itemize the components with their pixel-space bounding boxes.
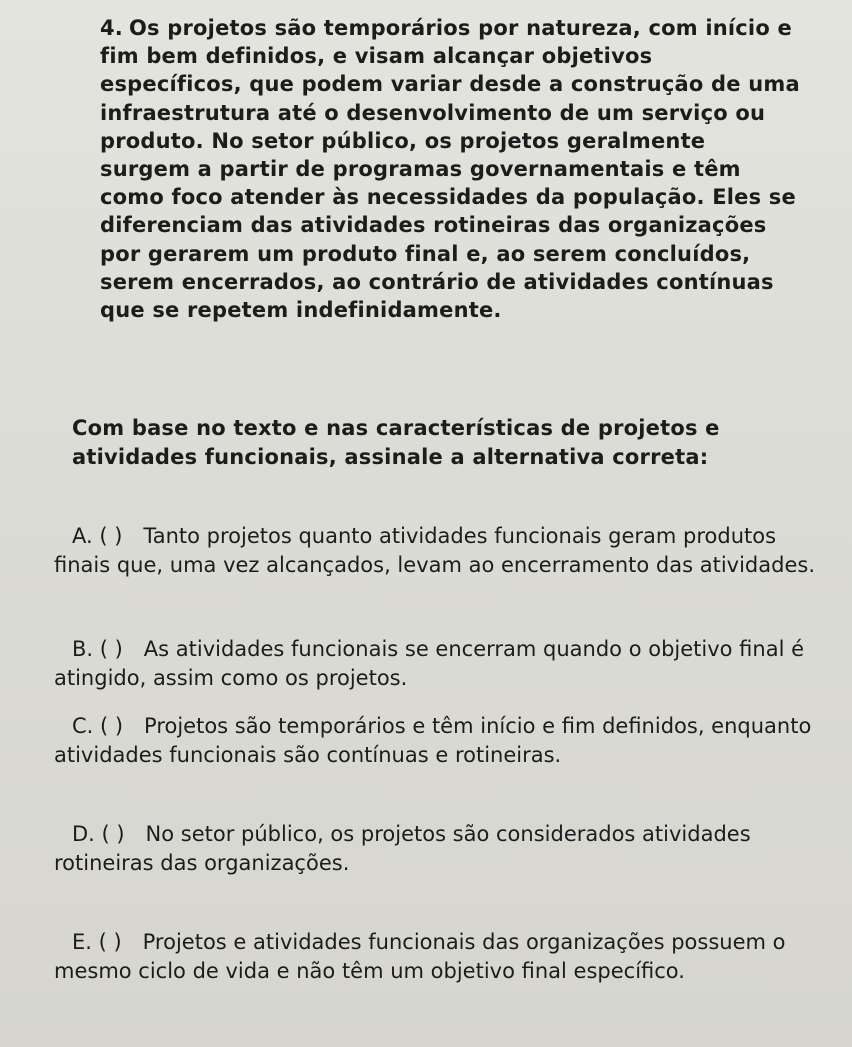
option-text: Projetos e atividades funcionais das organizações possuem o mesmo ciclo de vida e não têm um objetivo final específico.	[54, 930, 786, 983]
option-text: Tanto projetos quanto atividades funcionais geram produtos finais que, uma vez alcançados, levam ao encerramento das atividades.	[54, 524, 815, 577]
option-e[interactable]	[54, 928, 834, 986]
option-text: No setor público, os projetos são considerados atividades rotineiras das organizações.	[54, 822, 751, 875]
option-letter: E.	[72, 930, 92, 954]
option-letter: C.	[72, 714, 94, 738]
question-prompt: Com base no texto e nas características de projetos e atividades funcionais, assinale a alternativa correta:	[72, 416, 720, 469]
option-b[interactable]	[54, 635, 834, 693]
question-text	[100, 14, 800, 324]
option-text: Projetos são temporários e têm início e fim definidos, enquanto atividades funcionais são contínuas e rotineiras.	[54, 714, 812, 767]
option-text: As atividades funcionais se encerram quando o objetivo final é atingido, assim como os projetos.	[54, 637, 805, 690]
question-number: 4.	[100, 16, 123, 40]
option-c[interactable]	[54, 712, 834, 770]
option-letter: A.	[72, 524, 93, 548]
answer-checkbox[interactable]: ( )	[98, 930, 122, 954]
option-letter: D.	[72, 822, 95, 846]
answer-checkbox[interactable]: ( )	[99, 637, 123, 661]
question-body: Os projetos são temporários por natureza, com início e fim bem definidos, e visam alcançar objetivos específicos, que podem variar desde a construção de uma infraestrutura até o desenvolvimento de um serviço ou produto. No setor público, os projetos geralmente surgem a partir de programas governamentais e têm como foco atender às necessidades da população. Eles se diferenciam das atividades rotineiras das organizações por gerarem um produto final e, ao serem concluídos, serem encerrados, ao contrário de atividades contínuas que se repetem indefinidamente.	[100, 16, 800, 323]
answer-checkbox[interactable]: ( )	[101, 822, 125, 846]
option-d[interactable]	[54, 820, 834, 878]
answer-checkbox[interactable]: ( )	[100, 714, 124, 738]
answer-checkbox[interactable]: ( )	[99, 524, 123, 548]
option-letter: B.	[72, 637, 94, 661]
option-a[interactable]	[54, 522, 834, 580]
